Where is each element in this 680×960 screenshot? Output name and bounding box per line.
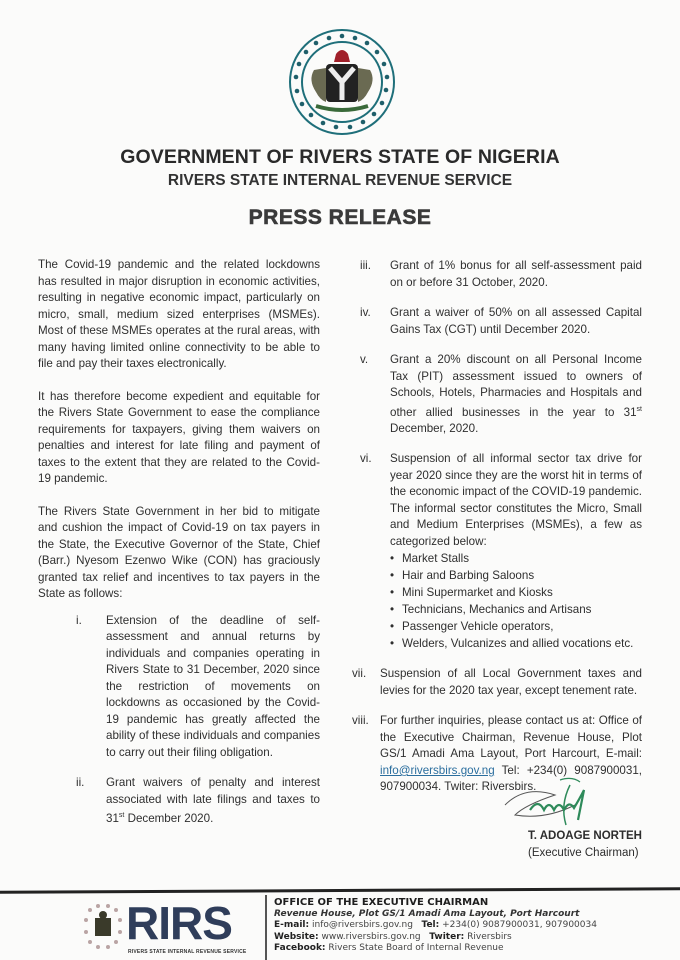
list-item: • Mini Supermarket and Kiosks xyxy=(390,584,642,601)
relief-item-v xyxy=(360,352,642,437)
office-contact-block xyxy=(274,897,597,955)
footer-website-link[interactable]: www.riversbirs.gov.ng xyxy=(321,931,421,942)
msme-category-list xyxy=(390,550,642,652)
signature-icon xyxy=(500,775,620,835)
signatory-title: (Executive Chairman) xyxy=(528,847,639,859)
item-text-part: For further inquiries, please contact us at: Office of the Executive Chairman, Revenue House, Plot GS/1 Amadi Ama Layout, Port Harcourt, E-mail: xyxy=(380,714,642,761)
ordinal-suffix: st xyxy=(636,405,642,413)
relief-item-vi xyxy=(360,451,642,652)
agency-subtitle: RIVERS STATE INTERNAL REVENUE SERVICE xyxy=(167,172,513,189)
item-number: vii. xyxy=(352,667,367,681)
footer-divider xyxy=(0,887,680,894)
rirs-logo xyxy=(82,898,262,960)
contact-email-link[interactable]: info@riversbirs.gov.ng xyxy=(380,763,495,777)
rirs-tagline: RIVERS STATE INTERNAL REVENUE SERVICE xyxy=(128,949,247,955)
left-column xyxy=(38,257,320,841)
list-item: • Welders, Vulcanizes and allied vocations etc. xyxy=(390,635,642,652)
tel-label: Tel: xyxy=(421,920,440,930)
footer-twitter-handle[interactable]: Riversbirs xyxy=(467,931,512,942)
relief-item-vii xyxy=(352,666,642,699)
relief-item-iv xyxy=(360,305,642,338)
nigeria-coat-of-arms-icon xyxy=(286,26,398,138)
footer-vertical-divider xyxy=(265,895,267,960)
email-label: E-mail: xyxy=(274,920,310,930)
item-number: iv. xyxy=(360,306,371,319)
item-text-part: Grant waivers of penalty and interest associated with late filings and taxes to 31 xyxy=(106,776,320,825)
item-text-part: December 2020. xyxy=(124,811,214,825)
office-address: Revenue House, Plot GS/1 Amadi Ama Layout, Port Harcourt xyxy=(274,908,580,919)
relief-item-i xyxy=(76,613,320,762)
right-column xyxy=(352,258,642,810)
item-number: iii. xyxy=(360,259,371,272)
facebook-line xyxy=(274,943,597,955)
item-text-part: Tel: +234(0) 9087900031, 907900034. Twiter: Riversbirs. xyxy=(380,763,642,794)
relief-paragraph: The Rivers State Government in her bid to mitigate and cushion the impact of Covid-19 on tax payers in the State, the Executive Governor of the State, Chief (Barr.) Nyesom Ezenwo Wike (CON) has graciously granted tax relief and incentives to tax payers in the State as follows: xyxy=(38,504,320,600)
relief-item-ii xyxy=(76,775,320,827)
facebook-label: Facebook: xyxy=(274,943,326,953)
item-number: ii. xyxy=(76,776,85,789)
item-text xyxy=(106,775,320,827)
email-tel-line xyxy=(274,920,597,932)
list-item: • Passenger Vehicle operators, xyxy=(390,618,642,635)
item-text-part: December, 2020. xyxy=(390,421,479,435)
office-title: OFFICE OF THE EXECUTIVE CHAIRMAN xyxy=(274,897,489,908)
ordinal-suffix: st xyxy=(118,812,125,819)
list-item: • Hair and Barbing Saloons xyxy=(390,567,642,584)
item-number: viii. xyxy=(352,714,369,728)
press-release-heading: PRESS RELEASE xyxy=(248,206,432,229)
relief-item-iii xyxy=(360,258,642,291)
list-item: • Market Stalls xyxy=(390,550,642,567)
item-text xyxy=(390,352,642,437)
item-text: Suspension of all Local Government taxes and levies for the 2020 tax year, except tenement rate. xyxy=(380,667,642,697)
item-text: Grant of 1% bonus for all self-assessment paid on or before 31 October, 2020. xyxy=(390,259,642,289)
item-text: Grant a waiver of 50% on all assessed Capital Gains Tax (CGT) until December 2020. xyxy=(390,306,642,336)
rivers-state-emblem-icon xyxy=(82,902,124,952)
footer-facebook-page[interactable]: Rivers State Board of Internal Revenue xyxy=(328,943,504,953)
item-text-part: Grant a 20% discount on all Personal Income Tax (PIT) assessment issued to owners of Schools, Hotels, Pharmacies and Hospitals and other allied businesses in the year to 31 xyxy=(390,353,642,419)
list-item: • Technicians, Mechanics and Artisans xyxy=(390,601,642,618)
website-twitter-line xyxy=(274,932,597,944)
footer-email-link[interactable]: info@riversbirs.gov.ng xyxy=(311,920,413,930)
item-number: vi. xyxy=(360,452,372,466)
item-number: v. xyxy=(360,353,369,366)
intro-paragraph: The Covid-19 pandemic and the related lockdowns has resulted in major disruption in economic activities, resulting in negative economic impact, particularly on micro, small, medium sized enterprises (MSMEs). Most of these MSMEs operates at the rural areas, with many having limited online connectivity to be able to file and pay their taxes electronically. xyxy=(38,258,320,370)
item-text-part: Suspension of all informal sector tax drive for year 2020 since they are the worst hit in terms of the economic impact of the COVID-19 pandemic. The informal sector constitutes the Micro, Small and Medium Enterprises (MSMEs), a few as categorized below: xyxy=(390,452,642,548)
government-title: GOVERNMENT OF RIVERS STATE OF NIGERIA xyxy=(120,146,560,168)
twitter-label: Twiter: xyxy=(429,931,465,942)
footer-tel: +234(0) 9087900031, 907900034 xyxy=(442,920,597,930)
item-number: i. xyxy=(76,613,82,627)
item-text: Extension of the deadline of self-assessment and annual returns by individuals and companies operating in Rivers State to 31 December, 2020 since the restriction of movements on lockdowns as occasioned by the Covid-19 pandemic has greatly affected the ability of these individuals and companies to carry out their filing obligation. xyxy=(106,613,320,759)
rationale-paragraph: It has therefore become expedient and equitable for the Rivers State Government to ease the compliance requirements for taxpayers, giving them waivers on penalties and interest for late filing and payment of taxes to the extent that they are related to the Covid-19 pandemic. xyxy=(38,389,320,485)
website-label: Website: xyxy=(274,931,319,942)
rirs-wordmark: RIRS xyxy=(126,897,232,949)
item-text xyxy=(390,451,642,652)
signatory-name: T. ADOAGE NORTEH xyxy=(528,830,642,842)
